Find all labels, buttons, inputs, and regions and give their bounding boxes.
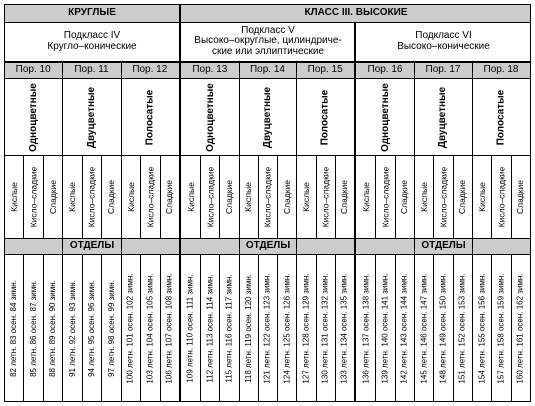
taste-text: Кислые xyxy=(243,182,254,212)
department-cell xyxy=(511,255,530,401)
taste-divider xyxy=(160,156,161,238)
taste-label xyxy=(121,156,140,238)
department-text: 145 летн. 146 осен. 147 зимн. xyxy=(419,272,429,384)
taste-divider xyxy=(395,156,396,238)
taste-text: Сладкие xyxy=(457,180,468,214)
cell-divider xyxy=(453,255,454,401)
border-bottom xyxy=(4,401,531,402)
cell-divider xyxy=(433,255,434,401)
department-text: 109 летн. 110 осен. 111 зимн. xyxy=(186,273,196,383)
border-right xyxy=(530,4,531,402)
department-text: 97 летн. 98 осен. 99 зимн. xyxy=(106,279,116,377)
subclass-v xyxy=(181,23,355,60)
color-group-text: Полосатые xyxy=(495,89,507,145)
taste-text: Кислые xyxy=(476,182,487,212)
taste-label xyxy=(239,156,258,238)
border-top xyxy=(4,4,531,5)
otdely-label-3: ОТДЕЛЫ xyxy=(421,240,466,252)
taste-label xyxy=(296,156,315,238)
department-cell xyxy=(472,255,491,401)
taste-text: Кисло–сладкие xyxy=(496,166,506,228)
taste-label xyxy=(472,156,491,238)
divider-subclass-iv-v xyxy=(179,4,181,402)
taste-text: Кислые xyxy=(125,182,136,212)
taste-label xyxy=(219,156,238,238)
taste-label xyxy=(511,156,530,238)
taste-label xyxy=(181,156,200,238)
subclass-vi-desc: Высоко–конические xyxy=(397,40,490,52)
color-group-label xyxy=(356,79,414,155)
color-group-label xyxy=(4,79,62,155)
otdely-label-2: ОТДЕЛЫ xyxy=(245,240,291,252)
department-cell xyxy=(200,255,219,401)
color-group-text: Двуцветные xyxy=(437,86,449,148)
taste-text: Сладкие xyxy=(224,180,235,214)
department-cell xyxy=(160,255,179,401)
color-group-text: Двуцветные xyxy=(86,86,97,148)
poroda-label: Пор. 16 xyxy=(367,64,403,76)
department-cell xyxy=(453,255,472,401)
department-text: 100 летн. 101 осен. 102 зимн. xyxy=(125,272,135,384)
poroda-label: Пор. 15 xyxy=(307,64,343,76)
taste-text: Кисло–сладкие xyxy=(86,166,97,228)
department-cell xyxy=(258,255,277,401)
taste-text: Кисло–сладкие xyxy=(204,166,215,228)
taste-text: Сладкие xyxy=(399,180,410,214)
taste-label xyxy=(101,156,120,238)
taste-text: Кислые xyxy=(418,182,429,212)
department-cell xyxy=(121,255,140,401)
department-text: 148 летн. 149 осен. 150 зимн. xyxy=(438,272,448,384)
subclass-iv-desc: Кругло–конические xyxy=(47,40,137,52)
poroda-label: Пор. 14 xyxy=(249,64,285,76)
poroda-label: Пор. 18 xyxy=(483,64,519,76)
divider-subclass-v-vi xyxy=(354,23,356,402)
taste-label xyxy=(160,156,179,238)
taste-text: Кислые xyxy=(360,182,371,212)
department-text: 139 летн. 140 осен. 141 зимн. xyxy=(380,272,390,384)
taste-divider xyxy=(511,156,512,238)
border-left xyxy=(4,4,5,402)
color-group-text: Одноцветные xyxy=(204,82,216,152)
taste-label xyxy=(453,156,472,238)
cell-divider xyxy=(140,255,141,401)
department-cell xyxy=(356,255,375,401)
cell-divider xyxy=(395,255,396,401)
taste-divider xyxy=(200,156,201,238)
department-text: 85 летн. 86 осен. 87 зимн. xyxy=(28,279,38,377)
taste-divider xyxy=(140,156,141,238)
department-cell xyxy=(375,255,394,401)
taste-divider xyxy=(219,156,220,238)
subclass-v-name: Подкласс V xyxy=(241,24,295,36)
color-group-text: Одноцветные xyxy=(27,82,39,152)
taste-text: Кислые xyxy=(8,182,19,212)
department-cell xyxy=(62,255,81,401)
department-text: 106 летн. 107 осен. 108 зимн. xyxy=(164,272,174,384)
department-cell xyxy=(101,255,120,401)
line-after-poroda xyxy=(4,78,531,79)
taste-divider xyxy=(277,156,278,238)
color-group-label xyxy=(239,79,297,155)
subclass-iv-name: Подкласс IV xyxy=(63,30,121,41)
line-after-otdely xyxy=(4,254,531,255)
taste-label xyxy=(433,156,452,238)
department-cell xyxy=(296,255,315,401)
taste-divider xyxy=(335,156,336,238)
department-text: 118 летн. 119 осен. 120 зимн. xyxy=(243,273,253,383)
subclass-vi xyxy=(356,23,531,60)
taste-label xyxy=(62,156,81,238)
department-text: 133 летн. 134 осен. 135 зимн. xyxy=(339,272,349,384)
department-cell xyxy=(239,255,258,401)
department-text: 91 летн. 92 осен. 93 зимн. xyxy=(67,279,77,377)
department-text: 94 летн. 95 осен. 96 зимн. xyxy=(86,279,96,377)
taste-label xyxy=(4,156,23,238)
taste-label xyxy=(43,156,62,238)
taste-text: Сладкие xyxy=(515,180,526,214)
department-text: 136 летн. 137 осен. 138 зимн. xyxy=(361,272,371,384)
department-text: 121 летн. 122 осен. 123 зимн. xyxy=(262,272,272,384)
department-cell xyxy=(181,255,200,401)
taste-label xyxy=(140,156,159,238)
color-group-label xyxy=(121,79,179,155)
cell-divider xyxy=(491,255,492,401)
department-text: 130 летн. 131 осен. 132 зимн. xyxy=(320,272,330,384)
header-round: КРУГЛЫЕ xyxy=(4,4,180,23)
color-group-text: Одноцветные xyxy=(379,82,391,152)
poroda-label: Пор. 17 xyxy=(425,64,461,76)
taste-label xyxy=(200,156,219,238)
taste-text: Кислые xyxy=(67,182,78,212)
taste-text: Кислые xyxy=(185,182,196,212)
department-text: 88 летн. 89 осен. 90 зимн. xyxy=(48,279,58,377)
color-group-text: Полосатые xyxy=(144,89,156,145)
taste-label xyxy=(491,156,510,238)
taste-divider xyxy=(316,156,317,238)
taste-divider xyxy=(43,156,44,238)
department-text: 124 летн. 125 осен. 126 зимн. xyxy=(282,272,292,384)
department-text: 115 летн. 116 осен. 117 зимн. xyxy=(224,273,234,383)
taste-label xyxy=(356,156,375,238)
cell-divider xyxy=(43,255,44,401)
taste-text: Кисло–сладкие xyxy=(380,166,390,228)
taste-text: Сладкие xyxy=(164,180,175,214)
department-text: 103 летн. 104 осен. 105 зимн. xyxy=(145,272,155,384)
taste-divider xyxy=(101,156,102,238)
taste-divider xyxy=(23,156,24,238)
taste-label xyxy=(414,156,433,238)
color-group-label xyxy=(62,79,120,155)
department-cell xyxy=(277,255,296,401)
color-group-text: Полосатые xyxy=(319,89,331,145)
taste-text: Сладкие xyxy=(339,180,350,214)
department-cell xyxy=(82,255,101,401)
cell-divider xyxy=(101,255,102,401)
taste-text: Кисло–сладкие xyxy=(320,166,331,228)
taste-text: Сладкие xyxy=(47,180,58,214)
department-text: 157 летн. 158 осен. 159 зимн. xyxy=(496,272,506,384)
color-group-label xyxy=(296,79,354,155)
color-group-label xyxy=(181,79,239,155)
taste-label xyxy=(316,156,335,238)
cell-divider xyxy=(219,255,220,401)
department-text: 112 летн. 113 осен. 114 зимн. xyxy=(205,273,215,383)
line-after-tastes xyxy=(4,238,531,239)
line-after-subclass xyxy=(4,61,531,63)
taste-label xyxy=(335,156,354,238)
poroda-label: Пор. 10 xyxy=(15,64,51,76)
taste-text: Кисло–сладкие xyxy=(28,166,39,228)
cell-divider xyxy=(160,255,161,401)
department-cell xyxy=(395,255,414,401)
line-after-colors xyxy=(4,155,531,156)
taste-text: Кислые xyxy=(300,182,311,212)
department-text: 142 летн. 143 осен. 144 зимн. xyxy=(399,272,409,384)
department-cell xyxy=(140,255,159,401)
cell-divider xyxy=(200,255,201,401)
taste-label xyxy=(277,156,296,238)
taste-divider xyxy=(82,156,83,238)
poroda-label: Пор. 12 xyxy=(132,64,168,76)
cell-divider xyxy=(258,255,259,401)
color-group-label xyxy=(414,79,472,155)
taste-divider xyxy=(491,156,492,238)
cell-divider xyxy=(316,255,317,401)
department-cell xyxy=(433,255,452,401)
cell-divider xyxy=(23,255,24,401)
taste-divider xyxy=(258,156,259,238)
taste-divider xyxy=(453,156,454,238)
department-cell xyxy=(335,255,354,401)
taste-text: Сладкие xyxy=(105,180,116,214)
department-cell xyxy=(316,255,335,401)
taste-divider xyxy=(375,156,376,238)
taste-divider xyxy=(433,156,434,238)
taste-text: Кисло–сладкие xyxy=(438,166,448,228)
department-text: 82 летн. 83 осен. 84 зимн. xyxy=(9,279,19,377)
department-text: 160 летн. 161 осен. 162 зимн. xyxy=(515,272,525,384)
department-cell xyxy=(491,255,510,401)
department-cell xyxy=(4,255,23,401)
department-cell xyxy=(43,255,62,401)
subclass-vi-name: Подкласс VI xyxy=(415,30,472,41)
taste-label xyxy=(258,156,277,238)
taste-label xyxy=(82,156,101,238)
header-class3: КЛАСС III. ВЫСОКИЕ xyxy=(181,4,531,23)
department-cell xyxy=(414,255,433,401)
cell-divider xyxy=(277,255,278,401)
subclass-v-desc: Высоко–округлые, цилиндриче- ские или эллиптические xyxy=(194,35,342,57)
taste-label xyxy=(23,156,42,238)
department-text: 151 летн. 152 осен. 153 зимн. xyxy=(457,272,467,384)
line-after-class xyxy=(4,22,531,23)
otdely-label-1: ОТДЕЛЫ xyxy=(69,240,115,252)
cell-divider xyxy=(375,255,376,401)
color-group-label xyxy=(472,79,530,155)
taste-text: Сладкие xyxy=(281,180,292,214)
poroda-label: Пор. 13 xyxy=(192,64,228,76)
department-cell xyxy=(219,255,238,401)
taste-label xyxy=(375,156,394,238)
taste-text: Кисло–сладкие xyxy=(144,166,155,228)
taste-label xyxy=(395,156,414,238)
department-cell xyxy=(23,255,42,401)
taste-text: Кисло–сладкие xyxy=(262,166,273,228)
cell-divider xyxy=(511,255,512,401)
department-text: 154 летн. 155 осен. 156 зимн. xyxy=(477,272,487,384)
cell-divider xyxy=(82,255,83,401)
department-text: 127 летн. 128 осен. 129 зимн. xyxy=(301,272,311,384)
subclass-iv xyxy=(4,23,180,60)
poroda-label: Пор. 11 xyxy=(74,64,109,76)
color-group-text: Двуцветные xyxy=(261,86,273,148)
cell-divider xyxy=(335,255,336,401)
